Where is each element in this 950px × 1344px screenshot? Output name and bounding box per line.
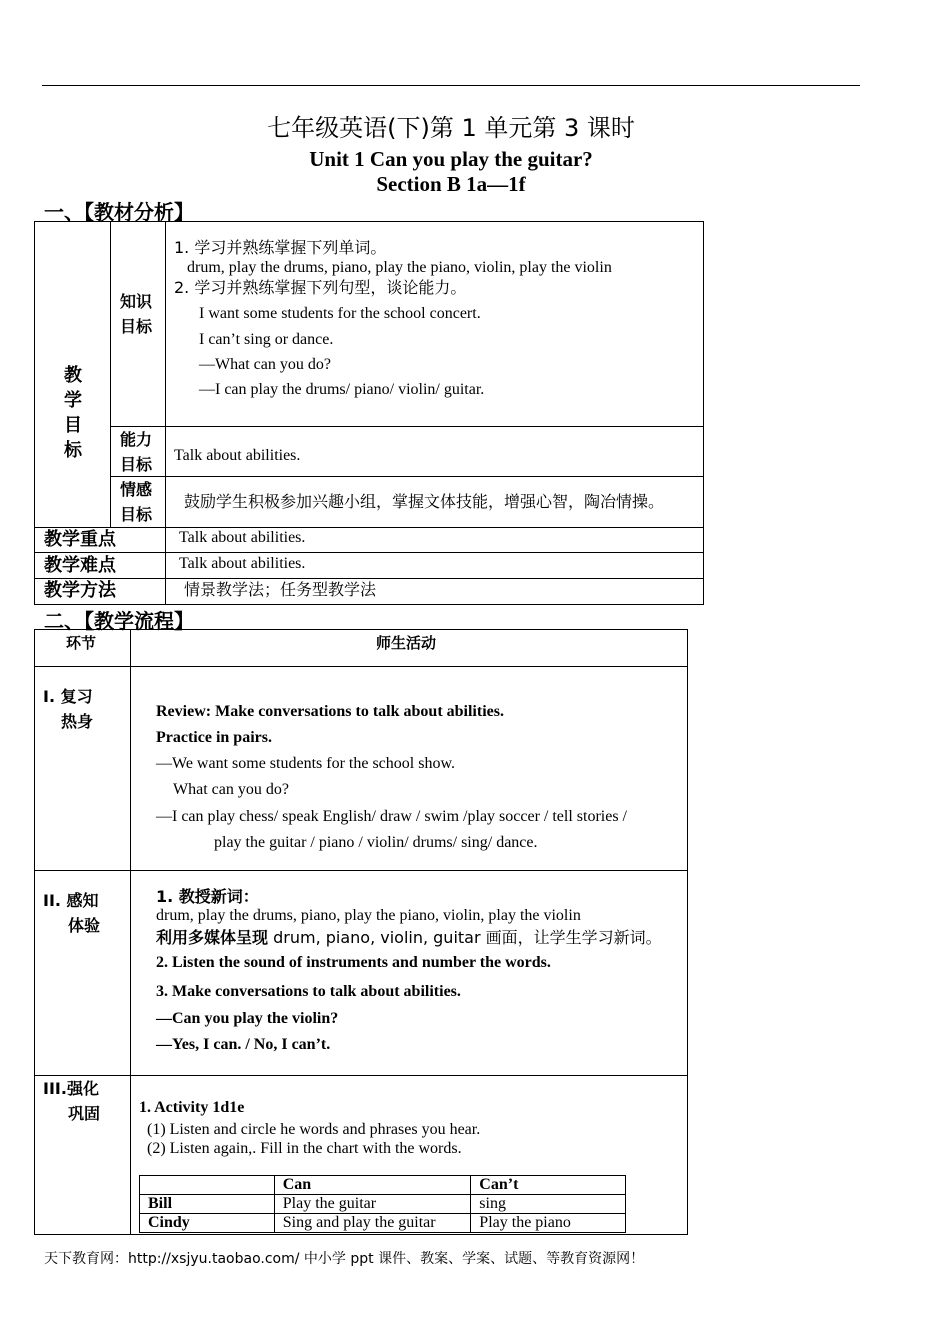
stage2-line-2: drum, play the drums, piano, play the piano, violin, play the violin xyxy=(156,907,581,924)
ability-chart-table xyxy=(139,1175,626,1233)
table-row xyxy=(140,1214,626,1233)
stage1-line-2: Practice in pairs. xyxy=(156,729,272,746)
difficulty-label: 教学难点 xyxy=(44,555,116,576)
stage1-line-1: Review: Make conversations to talk about abilities. xyxy=(156,703,504,720)
stage2-line-7: —Yes, I can. / No, I can’t. xyxy=(156,1036,331,1053)
stage3-label-1: III.强化 xyxy=(43,1079,99,1098)
ability-text: Talk about abilities. xyxy=(174,447,301,464)
stage1-line-5: —I can play chess/ speak English/ draw / swim /play soccer / tell stories / xyxy=(156,808,627,825)
stage2-line-5: 3. Make conversations to talk about abilities. xyxy=(156,983,461,1000)
knowledge-line-6: —What can you do? xyxy=(199,356,331,373)
stage2-line-6: —Can you play the violin? xyxy=(156,1010,339,1027)
stage2-label-1: II. 感知 xyxy=(43,891,99,910)
stage3-line-2: (1) Listen and circle he words and phrases you hear. xyxy=(147,1121,481,1138)
knowledge-line-7: —I can play the drums/ piano/ violin/ guitar. xyxy=(199,381,485,398)
stage-header: 环节 xyxy=(66,634,97,652)
stage2-line-1: 1. 教授新词： xyxy=(156,887,259,906)
stage3-line-1: 1. Activity 1d1e xyxy=(139,1099,245,1116)
knowledge-line-2: drum, play the drums, piano, play the piano, violin, play the violin xyxy=(187,259,612,276)
knowledge-label: 知识 目标 xyxy=(120,292,153,336)
stage1-line-3: —We want some students for the school show. xyxy=(156,755,455,772)
stage2-label-2: 体验 xyxy=(68,916,101,935)
stage3-line-3: (2) Listen again,. Fill in the chart with the words. xyxy=(147,1140,462,1157)
knowledge-line-5: I can’t sing or dance. xyxy=(199,331,334,348)
stage1-line-6: play the guitar / piano / violin/ drums/ sing/ dance. xyxy=(214,834,538,851)
stage1-line-4: What can you do? xyxy=(173,781,289,798)
page-footer: 天下教育网：http://xsjyu.taobao.com/ 中小学 ppt 课件、教案、学案、试题、等教育资源网！ xyxy=(44,1251,645,1267)
emotion-text: 鼓励学生积极参加兴趣小组，掌握文体技能，增强心智，陶冶情操。 xyxy=(184,492,665,511)
stage1-label-1: I. 复习 xyxy=(43,687,93,706)
ability-label: 能力 目标 xyxy=(120,430,153,474)
lesson-title-cn: 七年级英语(下)第 1 单元第 3 课时 xyxy=(267,114,635,142)
goal-label: 教 学 目 标 xyxy=(64,365,82,461)
difficulty-text: Talk about abilities. xyxy=(179,555,306,572)
stage1-label-2: 热身 xyxy=(61,712,94,731)
chart-cell: Sing and play the guitar xyxy=(274,1214,471,1233)
stage2-line-3: 利用多媒体呈现 drum, piano, violin, guitar 画面，让学生学习新词。 xyxy=(156,928,662,947)
chart-cell: Cindy xyxy=(140,1214,275,1233)
section1-heading: 一、【教材分析】 xyxy=(44,200,194,224)
chart-header-row xyxy=(140,1176,626,1195)
chart-header-cell: Can xyxy=(274,1176,471,1195)
method-label: 教学方法 xyxy=(44,580,116,601)
chart-cell: sing xyxy=(471,1195,626,1214)
section-title: Section B 1a—1f xyxy=(376,172,526,196)
chart-cell: Play the guitar xyxy=(274,1195,471,1214)
chart-header-cell: Can’t xyxy=(471,1176,626,1195)
knowledge-line-4: I want some students for the school concert. xyxy=(199,305,481,322)
header-rule xyxy=(42,85,860,86)
chart-cell: Play the piano xyxy=(471,1214,626,1233)
key-text: Talk about abilities. xyxy=(179,529,306,546)
stage3-label-2: 巩固 xyxy=(68,1104,101,1123)
stage2-line-4: 2. Listen the sound of instruments and number the words. xyxy=(156,954,551,971)
stage3-label-cell xyxy=(34,1075,131,1235)
section2-heading: 二、【教学流程】 xyxy=(44,609,194,633)
method-text: 情景教学法；任务型教学法 xyxy=(184,580,377,599)
key-label: 教学重点 xyxy=(44,529,116,550)
chart-header-cell xyxy=(140,1176,275,1195)
knowledge-line-1: 1. 学习并熟练掌握下列单词。 xyxy=(174,238,387,257)
chart-cell: Bill xyxy=(140,1195,275,1214)
activity-header: 师生活动 xyxy=(376,634,437,652)
emotion-label: 情感 目标 xyxy=(120,480,153,524)
knowledge-line-3: 2. 学习并熟练掌握下列句型，谈论能力。 xyxy=(174,278,467,297)
table-row xyxy=(140,1195,626,1214)
unit-title: Unit 1 Can you play the guitar? xyxy=(309,147,593,171)
